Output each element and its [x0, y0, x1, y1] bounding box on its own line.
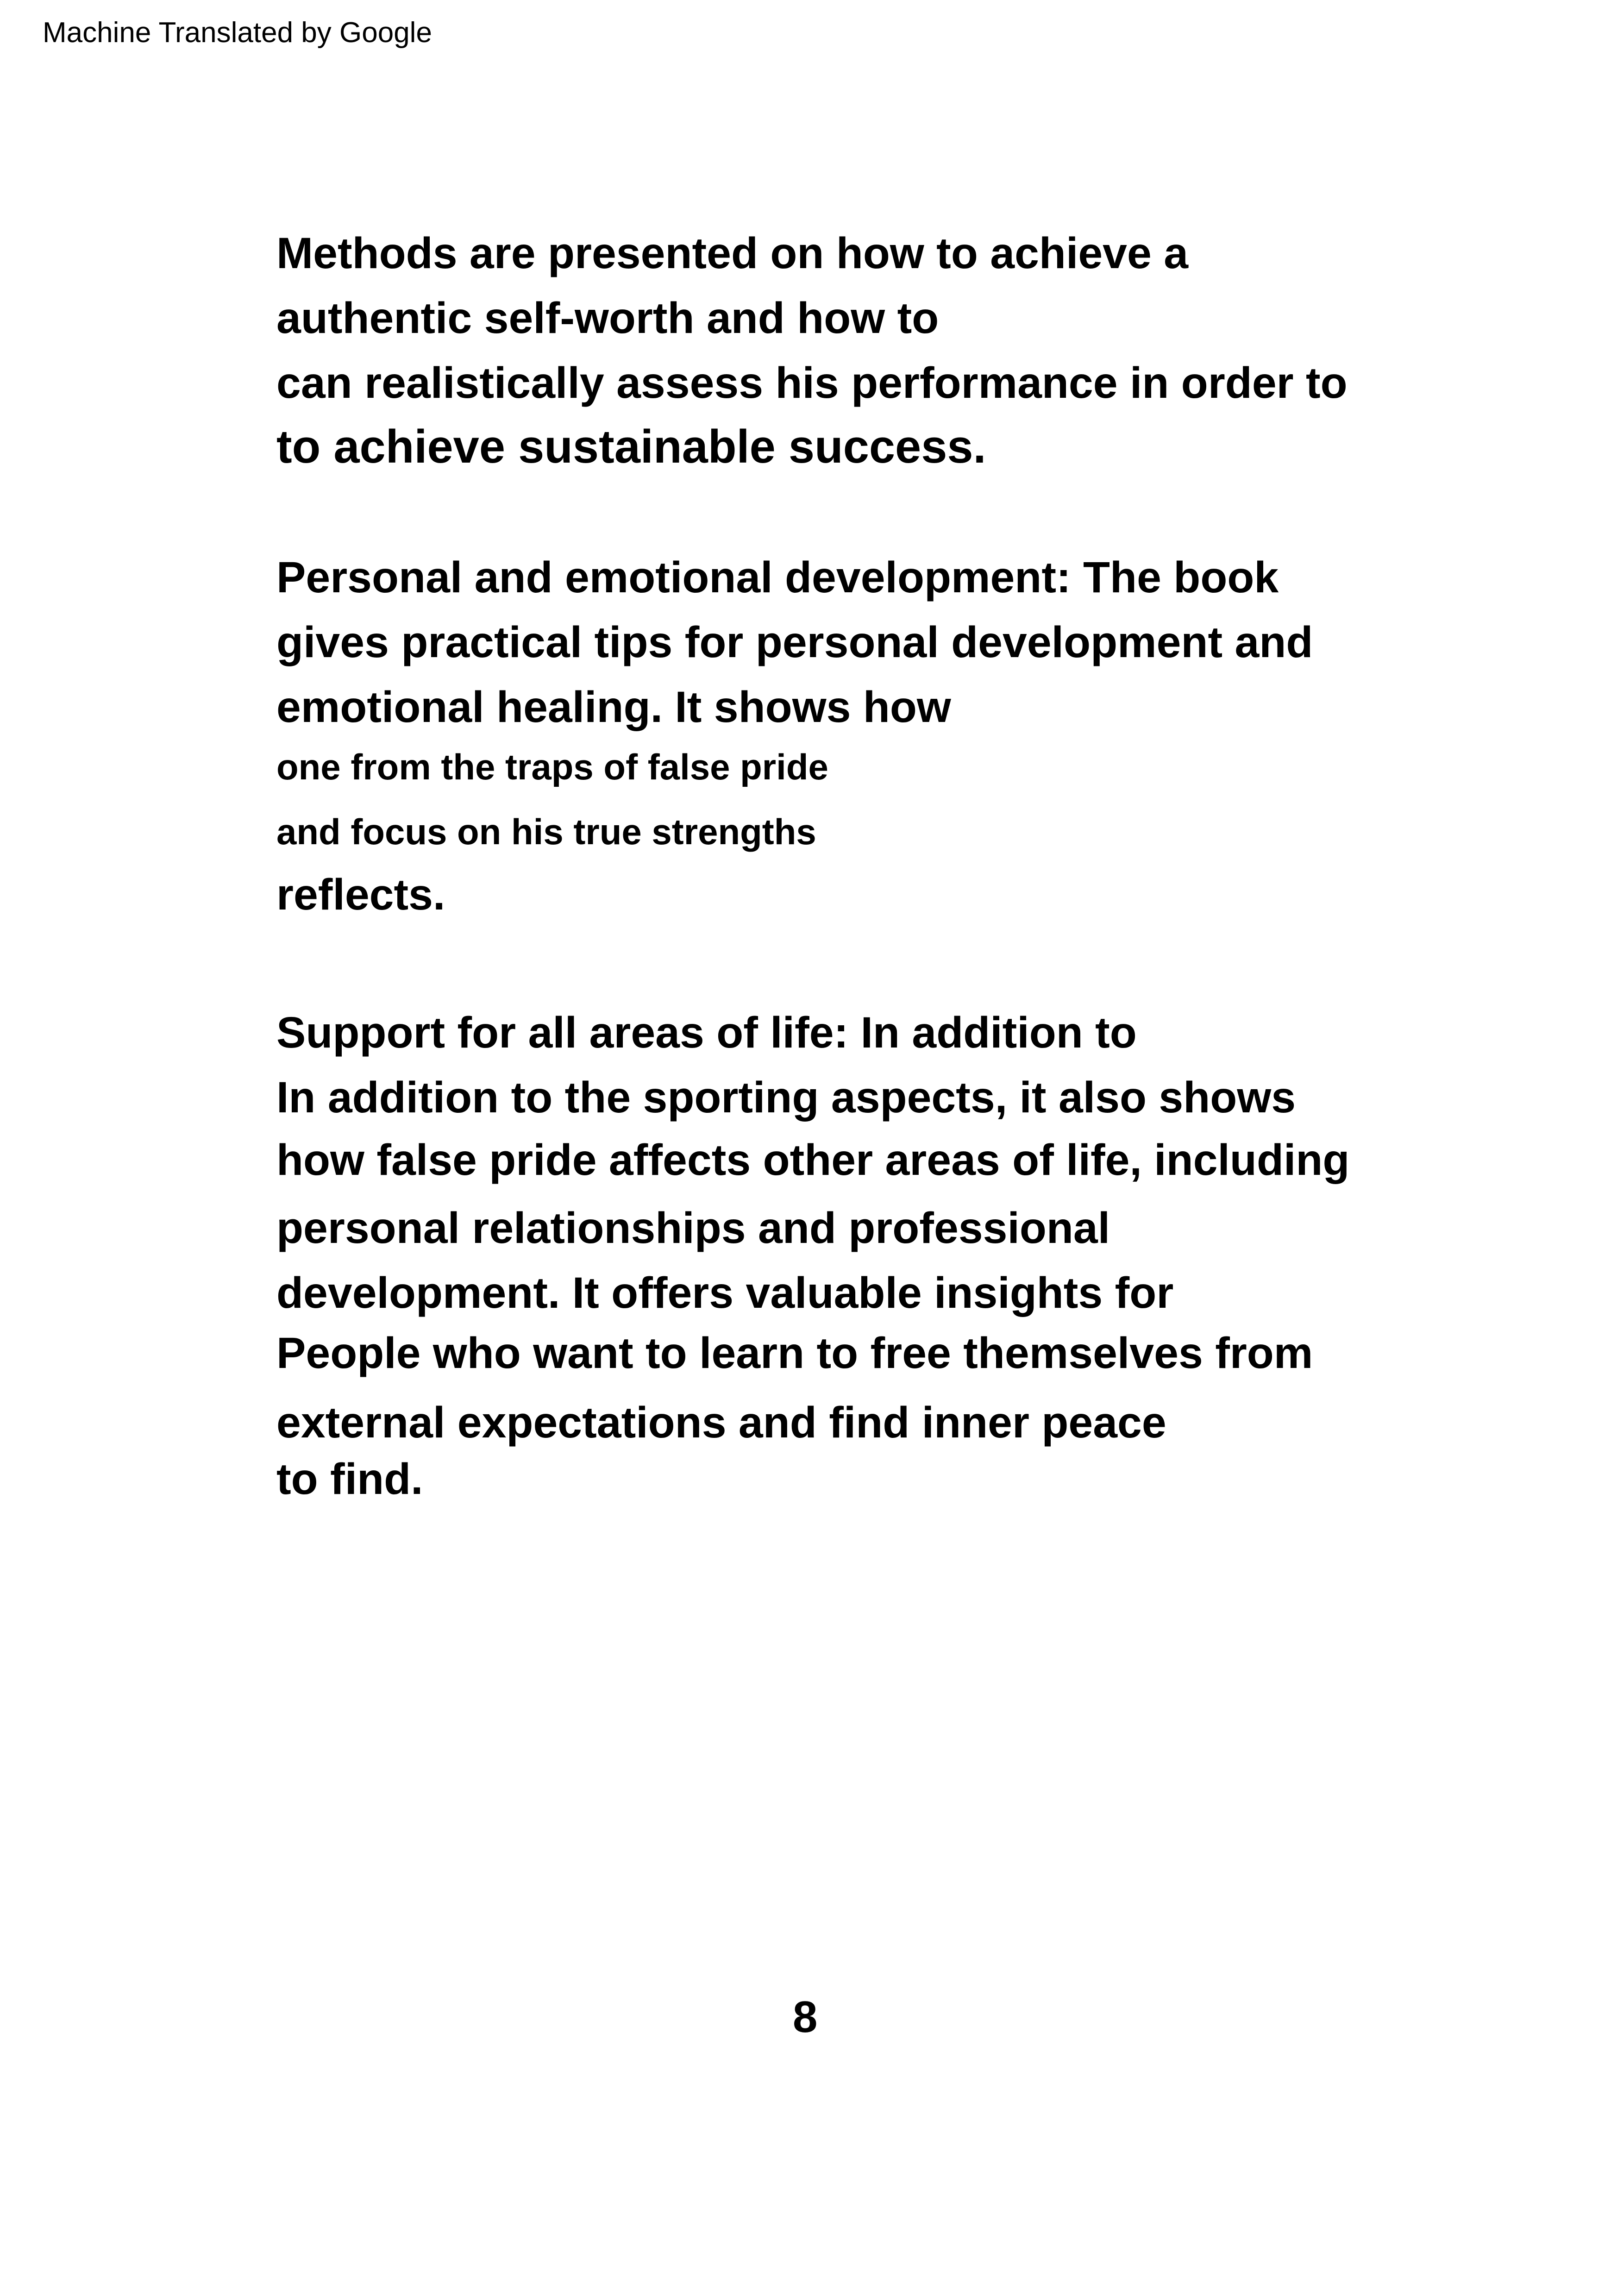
- text-line: reflects.: [276, 870, 445, 919]
- text-line: gives practical tips for personal development and: [276, 618, 1313, 667]
- text-line: one from the traps of false pride: [276, 747, 828, 787]
- text-line: and focus on his true strengths: [276, 811, 816, 852]
- machine-translation-note: Machine Translated by Google: [43, 17, 432, 49]
- page-number: 8: [793, 1992, 818, 2042]
- text-line: In addition to the sporting aspects, it also shows: [276, 1073, 1296, 1122]
- text-line: how false pride affects other areas of life, including: [276, 1135, 1350, 1185]
- text-line: to achieve sustainable success.: [276, 421, 986, 473]
- text-line: personal relationships and professional: [276, 1204, 1110, 1253]
- text-line: external expectations and find inner peace: [276, 1398, 1166, 1447]
- text-line: Methods are presented on how to achieve a: [276, 229, 1189, 278]
- text-line: People who want to learn to free themselves from: [276, 1329, 1313, 1378]
- text-line: Support for all areas of life: In addition to: [276, 1008, 1137, 1057]
- text-line: Personal and emotional development: The book: [276, 553, 1279, 602]
- text-line: emotional healing. It shows how: [276, 683, 951, 732]
- text-line: to find.: [276, 1455, 423, 1504]
- text-line: can realistically assess his performance in order to: [276, 358, 1348, 408]
- text-line: development. It offers valuable insights for: [276, 1268, 1174, 1317]
- text-line: authentic self-worth and how to: [276, 294, 939, 343]
